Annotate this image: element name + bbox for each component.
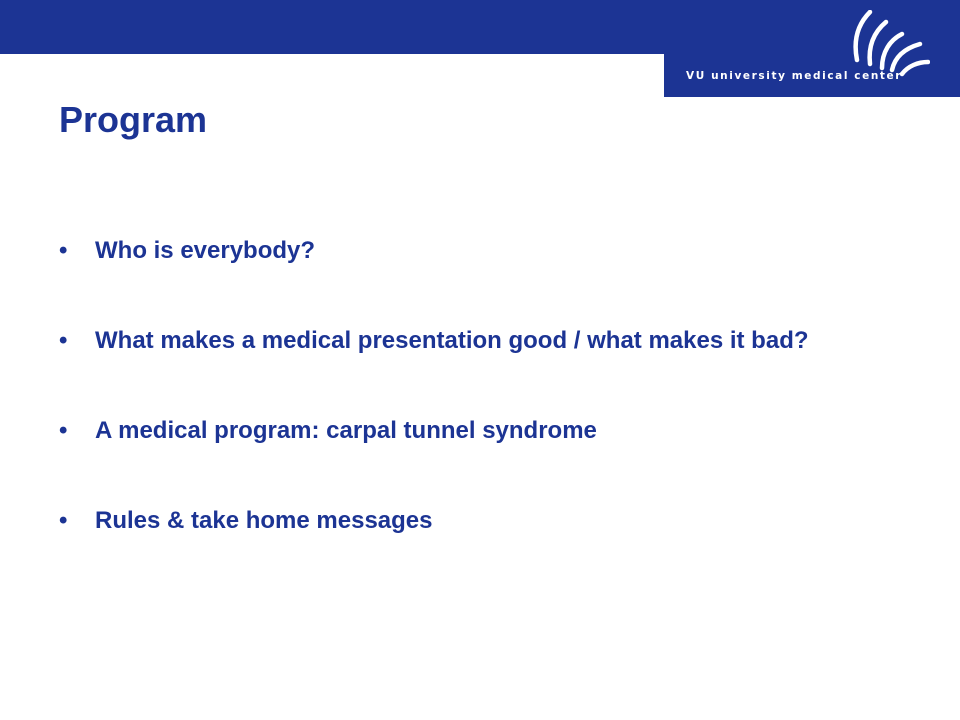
bullet-item	[59, 506, 859, 536]
slide-title: Program	[59, 99, 208, 140]
bullet-text: Rules & take home messages	[95, 507, 433, 534]
bullet-item	[59, 236, 859, 266]
bullet-dot: •	[59, 327, 68, 354]
logo-text: VU university medical center	[686, 70, 903, 82]
bullet-text: Who is everybody?	[95, 237, 316, 264]
bullet-text: What makes a medical presentation good / what makes it bad?	[95, 327, 809, 354]
bullet-text: A medical program: carpal tunnel syndrome	[95, 417, 597, 444]
bullet-item	[59, 326, 859, 356]
bullet-dot: •	[59, 507, 68, 534]
bullet-list	[59, 236, 859, 596]
bullet-item	[59, 416, 859, 446]
bullet-dot: •	[59, 237, 68, 264]
logo-tab	[664, 0, 960, 97]
bullet-dot: •	[59, 417, 68, 444]
